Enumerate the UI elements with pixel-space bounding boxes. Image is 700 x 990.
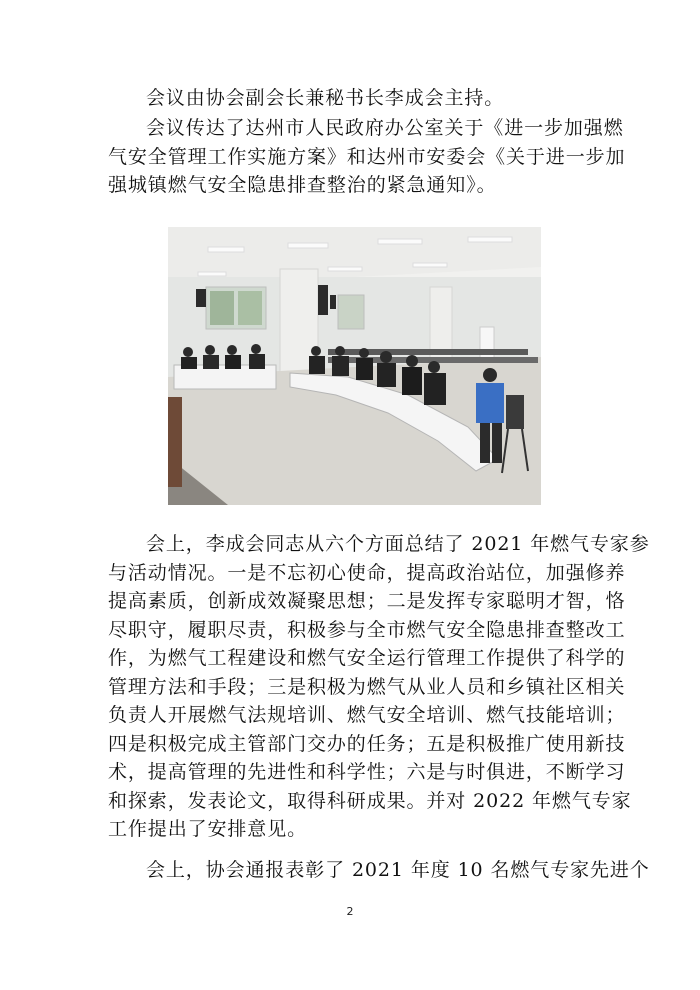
- text-line: 负责人开展燃气法规培训、燃气安全培训、燃气技能培训；: [108, 704, 626, 726]
- text-line: 术，提高管理的先进性和科学性；六是与时俱进，不断学习: [108, 761, 626, 783]
- text-line: 强城镇燃气安全隐患排查整治的紧急通知》。: [108, 174, 497, 196]
- paragraph-commendation: [108, 856, 650, 885]
- text-line: 会上，协会通报表彰了 2021 年度 10 名燃气专家先进个: [146, 859, 650, 881]
- text-line: 气安全管理工作实施方案》和达州市安委会《关于进一步加: [108, 145, 626, 168]
- text-line: 会议传达了达州市人民政府办公室关于《进一步加强燃: [146, 117, 624, 139]
- text-line: 会上，李成会同志从六个方面总结了 2021 年燃气专家参: [146, 533, 650, 555]
- text-line: 四是积极完成主管部门交办的任务；五是积极推广使用新技: [108, 732, 626, 755]
- paragraph-meeting-host: [108, 84, 598, 113]
- text-line: 尽职守，履职尽责，积极参与全市燃气安全隐患排查整改工: [108, 618, 626, 641]
- paragraph-meeting-relay: [108, 114, 626, 200]
- meeting-photo: [168, 227, 541, 505]
- text-line: 会议由协会副会长兼秘书长李成会主持。: [146, 87, 505, 109]
- text-line: 与活动情况。一是不忘初心使命，提高政治站位，加强修养: [108, 561, 626, 584]
- text-line: 管理方法和手段；三是积极为燃气从业人员和乡镇社区相关: [108, 675, 626, 698]
- text-line: 提高素质，创新成效凝聚思想；二是发挥专家聪明才智，恪: [108, 590, 626, 612]
- text-line: 工作提出了安排意见。: [108, 818, 308, 840]
- meeting-room-illustration: [168, 227, 541, 505]
- text-line: 和探索，发表论文，取得科研成果。并对 2022 年燃气专家: [108, 789, 632, 812]
- text-line: 作，为燃气工程建设和燃气安全运行管理工作提供了科学的: [108, 647, 626, 669]
- paragraph-summary: [108, 530, 650, 844]
- page-number: 2: [346, 905, 354, 918]
